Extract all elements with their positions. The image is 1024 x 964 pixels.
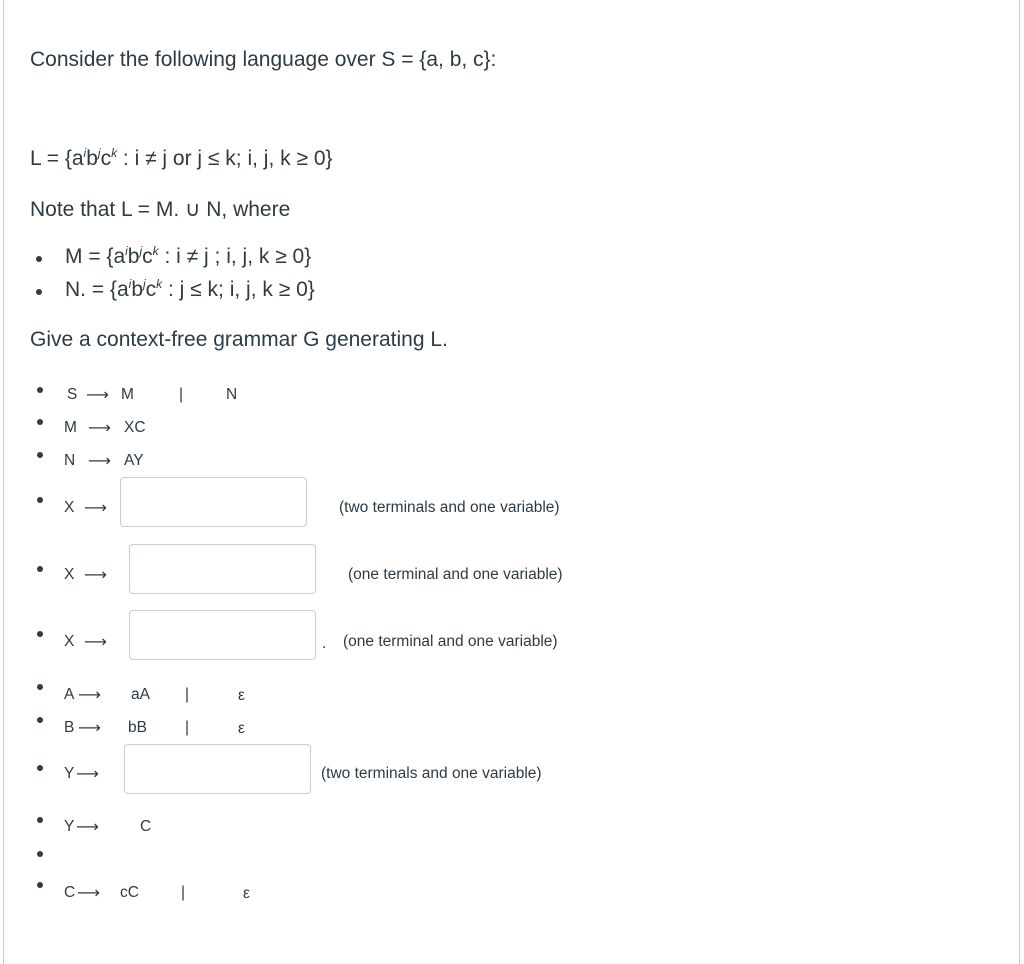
rule-b-option-epsilon: ε (238, 720, 245, 737)
rule-b-lhs: B (64, 719, 75, 736)
bullet-icon (36, 256, 42, 262)
rule-a-option-1: aA (131, 686, 150, 703)
answer-input-x3[interactable] (129, 610, 316, 660)
rule-n-rhs: AY (124, 452, 144, 469)
arrow-icon: ⟶ (84, 500, 107, 517)
alternative-bar: | (185, 719, 190, 736)
arrow-icon: ⟶ (88, 420, 111, 437)
bullet-icon (37, 851, 43, 857)
arrow-icon: ⟶ (78, 720, 101, 737)
rule-m-rhs: XC (124, 419, 146, 436)
bullet-icon (37, 882, 43, 888)
bullet-icon (37, 452, 43, 458)
bullet-icon (37, 817, 43, 823)
bullet-icon (37, 387, 43, 393)
language-l-definition: $L = \{a^ib^jc^k$ : i ≠ j or j ≤ k; i, j, k ≥ 0} (30, 146, 333, 170)
rule-x2-lhs: X (64, 566, 75, 583)
bullet-icon (36, 289, 42, 295)
language-n-definition: N. = {$a^ib^jc^k$ : j ≤ k; i, j, k ≥ 0} (65, 277, 315, 301)
bullet-icon (37, 419, 43, 425)
rule-x3-lhs: X (64, 633, 75, 650)
bullet-icon (37, 684, 43, 690)
answer-input-y1[interactable] (124, 744, 311, 794)
arrow-icon: ⟶ (88, 453, 111, 470)
arrow-icon: ⟶ (76, 819, 99, 836)
bullet-icon (37, 765, 43, 771)
rule-s-lhs: S (67, 386, 78, 403)
rule-a-option-epsilon: ε (238, 687, 245, 704)
bullet-icon (37, 566, 43, 572)
arrow-icon: ⟶ (86, 387, 109, 404)
rule-a-lhs: A (64, 686, 75, 703)
arrow-icon: ⟶ (84, 567, 107, 584)
arrow-icon: ⟶ (84, 634, 107, 651)
rule-c-lhs: C (64, 884, 76, 901)
hint-x2: (one terminal and one variable) (348, 566, 563, 583)
task-text: Give a context-free grammar G generating L. (30, 328, 448, 351)
alternative-bar: | (181, 884, 186, 901)
rule-m-lhs: M (64, 419, 77, 436)
hint-y1: (two terminals and one variable) (321, 765, 542, 782)
rule-s-option-m: M (121, 386, 134, 403)
rule-s-option-n: N (226, 386, 238, 403)
language-m-definition: $M = \{a^ib^jc^k$ : i ≠ j ; i, j, k ≥ 0} (65, 244, 312, 268)
arrow-icon: ⟶ (76, 766, 99, 783)
rule-x1-lhs: X (64, 499, 75, 516)
rule-c-option-1: cC (120, 884, 139, 901)
rule-n-lhs: N (64, 452, 76, 469)
hint-x3: (one terminal and one variable) (343, 633, 558, 650)
bullet-icon (37, 717, 43, 723)
bullet-icon (37, 631, 43, 637)
rule-c-option-epsilon: ε (243, 885, 250, 902)
alternative-bar: | (179, 386, 184, 403)
answer-input-x2[interactable] (129, 544, 316, 594)
alternative-bar: | (185, 686, 190, 703)
note-text: Note that L = M. ∪ N, where (30, 198, 291, 221)
answer-input-x1[interactable] (120, 477, 307, 527)
bullet-icon (37, 497, 43, 503)
rule-y2-rhs: C (140, 818, 152, 835)
rule-b-option-1: bB (128, 719, 147, 736)
rule-y1-lhs: Y (64, 765, 75, 782)
rule-y2-lhs: Y (64, 818, 75, 835)
hint-x1: (two terminals and one variable) (339, 499, 560, 516)
arrow-icon: ⟶ (77, 885, 100, 902)
arrow-icon: ⟶ (78, 687, 101, 704)
period-mark: . (322, 635, 327, 652)
intro-text: Consider the following language over S = {a, b, c}: (30, 48, 497, 71)
